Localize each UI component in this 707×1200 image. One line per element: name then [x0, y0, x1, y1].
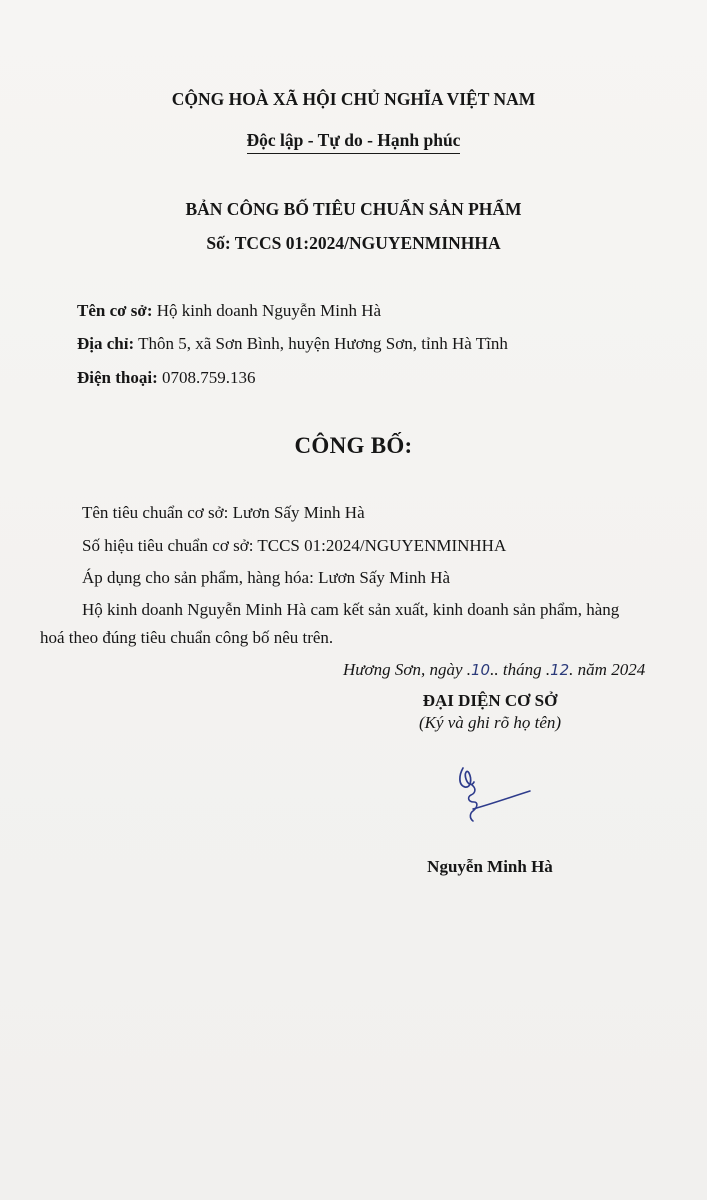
country-heading: CỘNG HOÀ XÃ HỘI CHỦ NGHĨA VIỆT NAM	[171, 89, 536, 109]
handwritten-signature	[450, 755, 540, 825]
month-handwritten: 12	[550, 661, 570, 679]
phone-value: 0708.759.136	[162, 368, 256, 387]
address-value: Thôn 5, xã Sơn Bình, huyện Hương Sơn, tỉnh Hà Tĩnh	[138, 334, 508, 353]
declaration-heading: CÔNG BỐ:	[294, 433, 413, 458]
signer-name: Nguyễn Minh Hà	[427, 857, 553, 876]
establishment-name-label: Tên cơ sở:	[77, 301, 153, 320]
establishment-name-row	[77, 300, 381, 322]
place-date-line	[343, 659, 645, 681]
standard-code-line: Số hiệu tiêu chuẩn cơ sở: TCCS 01:2024/NGUYENMINHHA	[82, 536, 507, 555]
standard-name-line: Tên tiêu chuẩn cơ sở: Lươn Sấy Minh Hà	[82, 503, 365, 522]
signature-instruction: (Ký và ghi rõ họ tên)	[418, 713, 562, 732]
document-title: BẢN CÔNG BỐ TIÊU CHUẨN SẢN PHẨM	[185, 199, 522, 219]
day-handwritten: 10	[471, 661, 491, 679]
establishment-name-value: Hộ kinh doanh Nguyễn Minh Hà	[156, 301, 382, 320]
place-date-prefix: Hương Sơn, ngày .	[343, 660, 471, 679]
month-separator: .. tháng .	[490, 660, 551, 679]
phone-row	[77, 367, 256, 389]
year-part: . năm 2024	[569, 660, 646, 679]
phone-label: Điện thoại:	[77, 368, 158, 387]
motto-line	[0, 129, 707, 154]
representative-title: ĐẠI DIỆN CƠ SỞ	[422, 691, 558, 710]
address-label: Địa chỉ:	[77, 334, 135, 353]
commitment-paragraph: Hộ kinh doanh Nguyễn Minh Hà cam kết sản xuất, kinh doanh sản phẩm, hàng hoá theo đúng tiêu chuẩn công bố nêu trên.	[40, 600, 620, 647]
address-row	[77, 333, 508, 355]
document-number: Số: TCCS 01:2024/NGUYENMINHHA	[206, 233, 501, 253]
applies-to-line: Áp dụng cho sản phẩm, hàng hóa: Lươn Sấy Minh Hà	[82, 568, 451, 587]
motto-text: Độc lập - Tự do - Hạnh phúc	[247, 129, 461, 154]
